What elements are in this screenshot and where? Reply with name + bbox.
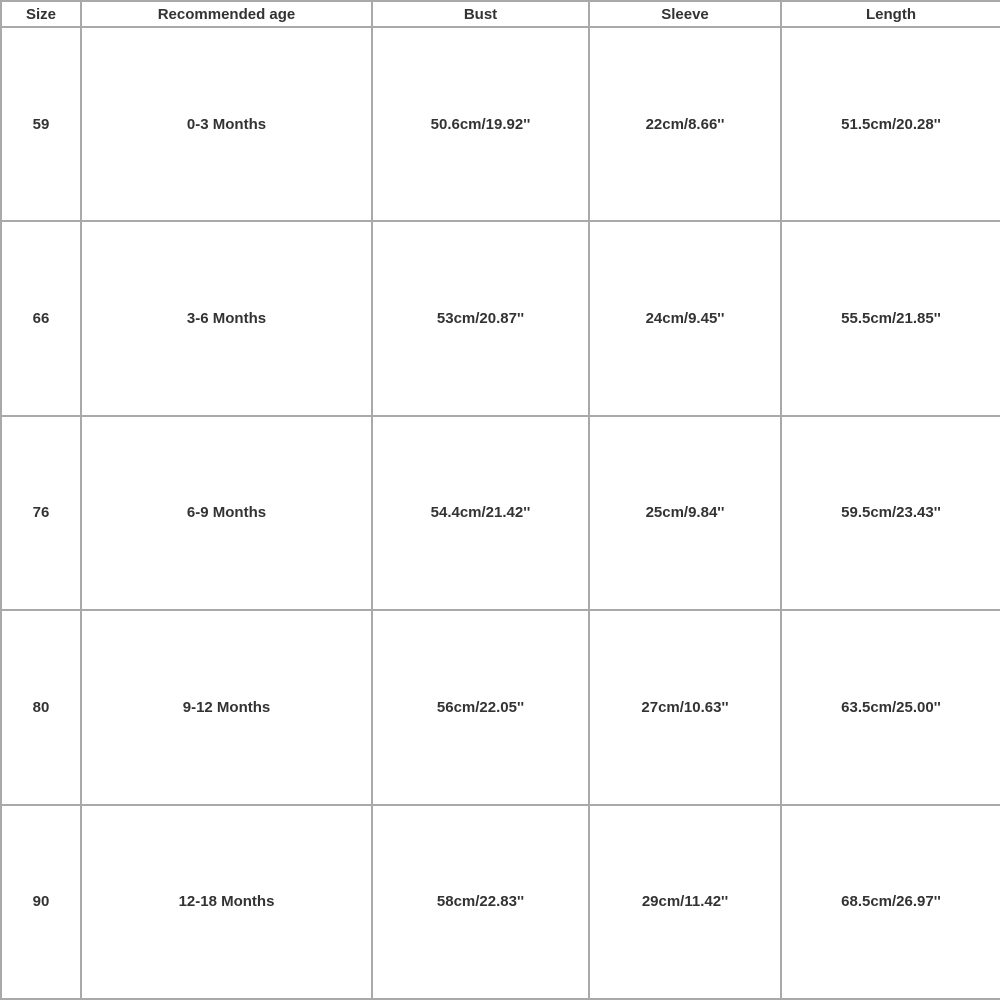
header-size: Size <box>2 2 80 26</box>
cell-bust: 54.4cm/21.42'' <box>373 417 588 609</box>
cell-bust: 56cm/22.05'' <box>373 611 588 803</box>
header-row <box>2 2 1000 26</box>
cell-bust: 53cm/20.87'' <box>373 222 588 414</box>
cell-bust: 58cm/22.83'' <box>373 806 588 998</box>
cell-length: 55.5cm/21.85'' <box>782 222 1000 414</box>
cell-size: 66 <box>2 222 80 414</box>
cell-sleeve: 29cm/11.42'' <box>590 806 780 998</box>
cell-length: 51.5cm/20.28'' <box>782 28 1000 220</box>
table-row <box>2 417 1000 609</box>
cell-bust: 50.6cm/19.92'' <box>373 28 588 220</box>
header-sleeve: Sleeve <box>590 2 780 26</box>
cell-recommended-age: 9-12 Months <box>82 611 371 803</box>
table-row <box>2 222 1000 414</box>
cell-size: 59 <box>2 28 80 220</box>
cell-sleeve: 25cm/9.84'' <box>590 417 780 609</box>
cell-length: 59.5cm/23.43'' <box>782 417 1000 609</box>
cell-size: 76 <box>2 417 80 609</box>
header-bust: Bust <box>373 2 588 26</box>
cell-length: 63.5cm/25.00'' <box>782 611 1000 803</box>
cell-size: 80 <box>2 611 80 803</box>
cell-length: 68.5cm/26.97'' <box>782 806 1000 998</box>
cell-sleeve: 27cm/10.63'' <box>590 611 780 803</box>
cell-recommended-age: 0-3 Months <box>82 28 371 220</box>
table-row <box>2 28 1000 220</box>
cell-sleeve: 24cm/9.45'' <box>590 222 780 414</box>
cell-recommended-age: 3-6 Months <box>82 222 371 414</box>
cell-recommended-age: 12-18 Months <box>82 806 371 998</box>
table-header <box>2 2 1000 26</box>
table-row <box>2 611 1000 803</box>
table-row <box>2 806 1000 998</box>
cell-recommended-age: 6-9 Months <box>82 417 371 609</box>
cell-size: 90 <box>2 806 80 998</box>
table-body <box>2 28 1000 998</box>
header-recommended-age: Recommended age <box>82 2 371 26</box>
header-length: Length <box>782 2 1000 26</box>
cell-sleeve: 22cm/8.66'' <box>590 28 780 220</box>
